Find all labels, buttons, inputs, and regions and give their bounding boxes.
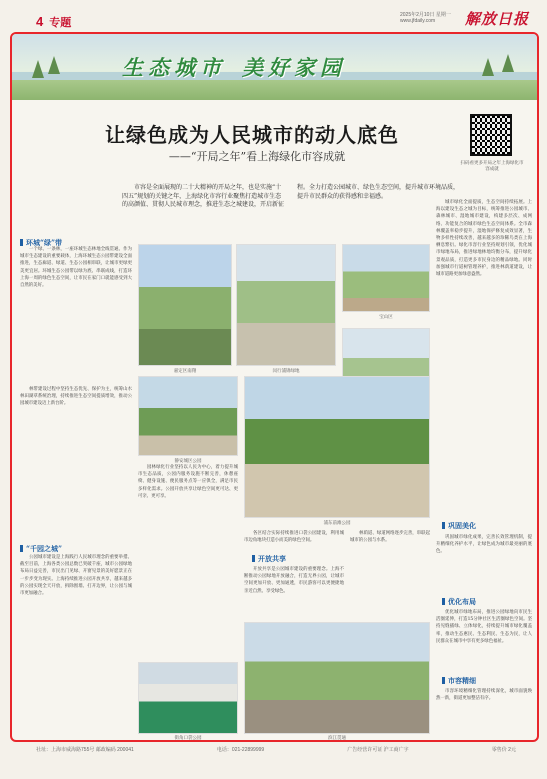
article-column bbox=[244, 530, 344, 554]
article-column bbox=[20, 554, 132, 734]
photo-qiantan bbox=[244, 376, 430, 518]
section-heading-6: 市容精细 bbox=[442, 676, 476, 686]
article-column bbox=[436, 199, 532, 517]
date-line: 2025年2月10日 星期一 bbox=[400, 12, 451, 18]
paragraph: 城市绿化全面提质，生态空间持续拓展。上海以建设生态之城为目标，统筹推进公园城市、森林城市、湿地城市建设，构建多层次、成网络、功能复合的城市绿色生态空间体系。全市森林覆盖率稳步提升，湿地保护修复成效显著，生物多样性持续改善，越来越多的珍稀鸟类在上海栖息繁衍。绿化市容行业坚持规划引领，优化城市绿地布局，推进绿地林地均衡分布，提升绿化景观品质，打造更多市民身边的精品绿地。同时加强城市行道树管理养护，推进林荫道建设，让城市道路更加绿意盎然。 bbox=[436, 200, 532, 278]
photo-caption: 静安城区公园 bbox=[174, 458, 202, 463]
paragraph: 巩固城市绿化成果，完善长效管理机制，提升精细化养护水平，让绿色成为城市最亮丽的底色。 bbox=[436, 535, 532, 555]
banner-title-part2: 美好家园 bbox=[242, 55, 346, 80]
banner-title bbox=[122, 52, 346, 82]
photo-caption: 街角口袋公园 bbox=[174, 735, 202, 740]
photo-jingan bbox=[138, 376, 238, 456]
section-heading-1: 环城“绿”带 bbox=[20, 238, 62, 248]
tree-icon bbox=[32, 60, 44, 78]
footer-phone: 电话：021-22899999 bbox=[216, 747, 265, 753]
tree-icon bbox=[48, 56, 60, 74]
banner-field bbox=[12, 80, 537, 100]
article-column bbox=[436, 534, 532, 594]
paragraph: 林荫道、绿道网络逐步完善，串联起城市的公园与水系。 bbox=[350, 531, 430, 544]
section-heading-2: “千园之城” bbox=[20, 544, 62, 554]
tree-icon bbox=[502, 54, 514, 72]
photo-caption: 滨江贯通 bbox=[328, 735, 346, 740]
footer-ad: 广告经营许可证 沪工商广字 bbox=[347, 747, 409, 753]
article-column bbox=[436, 688, 532, 738]
banner bbox=[12, 34, 537, 100]
masthead bbox=[0, 0, 547, 32]
photo-minhang bbox=[236, 244, 336, 366]
paragraph: 优化城市绿地布局，推进公园绿地向市民生活圈延伸，打造15分钟社区生活圈绿色空间。坚持见缝插绿、立体绿化，持续提升城市绿化覆盖率，推动生态惠民、生态利民、生态为民，让人民群众在城市中享有更多绿色福祉。 bbox=[436, 610, 532, 644]
article-column bbox=[20, 386, 132, 511]
section-heading-3: 开放共享 bbox=[252, 554, 286, 564]
qr-caption: 扫码看更多开局之年上海绿化市容成就 bbox=[460, 160, 524, 171]
photo-caption: 宝山区 bbox=[379, 314, 393, 319]
article-column bbox=[138, 464, 238, 659]
subhead: ——“开局之年”看上海绿化市容成就 bbox=[168, 150, 346, 163]
article-column bbox=[244, 566, 344, 618]
paragraph: 一个绿、一条林，一座环城生态林地全线贯通。作为城市生态建设的重要载体，上海环城生态公园带建设全面推进，生态廊道、绿道、生态公园相串联，让城市更绿更美更宜居。环城生态公园带以绿为底、串联成线，打造环上海一周的绿色生态空间，让市民在家门口就能感受到大自然的美好。 bbox=[20, 247, 132, 289]
page-number bbox=[36, 14, 71, 30]
article-column bbox=[350, 530, 430, 618]
paragraph: 市容环境精细化管理持续深化，城市面貌焕然一新，街道更加整洁有序。 bbox=[436, 689, 532, 702]
photo-caption: 闵行浦锦绿地 bbox=[272, 368, 300, 373]
headline: 让绿色成为人民城市的动人底色 bbox=[105, 123, 399, 147]
lead-paragraph: 市容是全面展现的二十大精神的开局之年，也是实施“十四五”规划的关键之年，上海绿化市容行业聚焦打造城市生态的高颜值、贯彻人民城市理念，推进生态之城建设，开启新征程。全力打造公园城市、绿色生态空间，提升城市环境品质，提升市民群众的获得感和幸福感。 bbox=[122, 184, 460, 208]
paragraph: 开放共享是公园城市建设的重要理念。上海不断推动公园绿地开放融合，打造无界公园，让城市空间更加开放、更加通透，市民游客可以更便捷地亲近自然、享受绿色。 bbox=[244, 567, 344, 594]
photo-pocket-park bbox=[138, 662, 238, 734]
banner-title-part1: 生态城市 bbox=[122, 55, 226, 80]
site-url: www.jfdaily.com bbox=[400, 18, 436, 24]
tree-icon bbox=[482, 58, 494, 76]
section-heading-4: 巩固美化 bbox=[442, 521, 476, 531]
photo-baoshan bbox=[342, 244, 430, 312]
footer-address: 社址：上海市威海路755号 邮政编码 200041 bbox=[36, 747, 134, 753]
photo-riverside bbox=[244, 622, 430, 734]
paragraph: 各区结合实际持续推进口袋公园建设，利用城市边角地块打造小而美的绿色空间。 bbox=[244, 531, 344, 544]
article-column bbox=[20, 246, 132, 376]
page-number-value: 4 bbox=[36, 14, 44, 29]
photo-caption: 嘉定区南翔 bbox=[173, 368, 197, 373]
footer bbox=[36, 746, 516, 753]
masthead-date bbox=[400, 12, 451, 24]
article-frame bbox=[10, 32, 539, 742]
qr-code-icon[interactable] bbox=[470, 114, 512, 156]
paragraph: 林带建设过程中坚持生态优先、保护为主，统筹山水林田湖草系统治理，持续推进生态空间提质增效，推动公园城市建设迈上新台阶。 bbox=[20, 387, 132, 407]
footer-price: 零售价 2元 bbox=[491, 747, 516, 753]
paragraph: 公园城市建设是上海践行人民城市理念的重要举措。截至目前，上海各类公园总数已突破千座，城市公园绿地布局日益完善，市民出门见绿、开窗见景的美好愿景正在一步步变为现实。上海持续推进公园开放共享，越来越多的公园实现全天开放，拆除围墙、打开边界，让公园与城市更加融合。 bbox=[20, 555, 132, 597]
newspaper-logo: 解放日报 bbox=[465, 10, 530, 28]
section-name: 专题 bbox=[49, 17, 72, 29]
section-heading-5: 优化布局 bbox=[442, 597, 476, 607]
article-column bbox=[436, 609, 532, 669]
photo-caption: 浦东前滩公园 bbox=[323, 520, 351, 525]
paragraph: 园林绿化行业坚持以人民为中心，着力提升城市生态品质，公园内服务设施不断完善，休憩座椅、健身设施、便民服务点等一应俱全，满足市民多样化需求。公园开放共享让绿色空间更可达、更可亲、更可享。 bbox=[138, 465, 238, 499]
photo-jiading bbox=[138, 244, 232, 366]
